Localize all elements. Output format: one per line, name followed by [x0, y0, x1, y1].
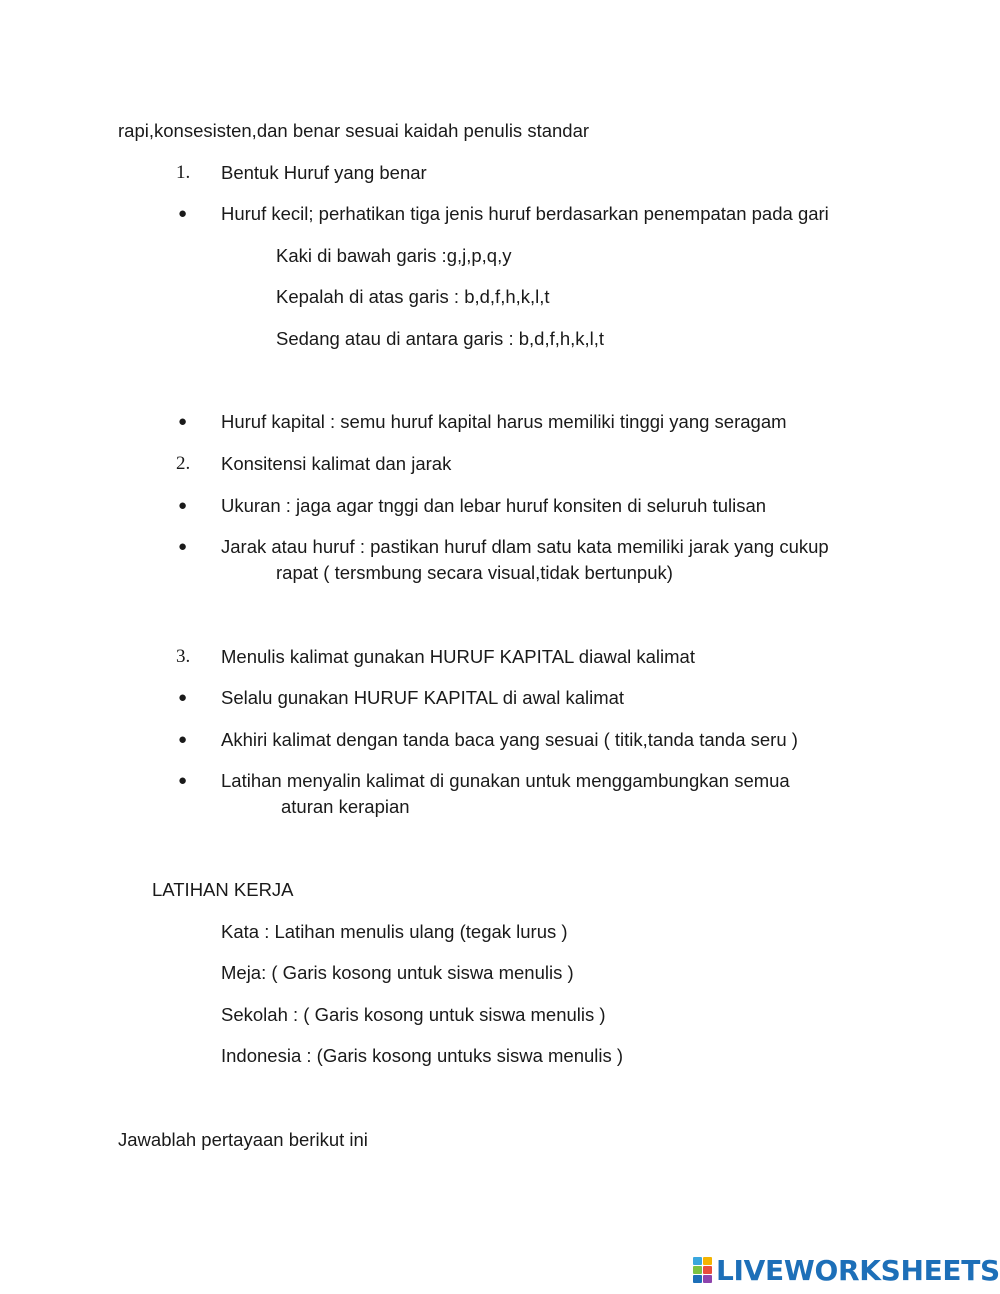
bullet-icon: ●: [178, 205, 188, 222]
section-3-bullet-practice-cont: aturan kerapian: [281, 796, 410, 817]
section-2-bullet-size: Ukuran : jaga agar tnggi dan lebar huruf konsiten di seluruh tulisan: [221, 495, 767, 516]
practice-item-sekolah: Sekolah : ( Garis kosong untuk siswa menulis ): [221, 1004, 606, 1025]
section-3-title: Menulis kalimat gunakan HURUF KAPITAL diawal kalimat: [221, 646, 695, 667]
practice-item-meja: Meja: ( Garis kosong untuk siswa menulis ): [221, 962, 574, 983]
section-1-title: Bentuk Huruf yang benar: [221, 162, 427, 183]
practice-heading: LATIHAN KERJA: [152, 879, 294, 900]
section-2-number: 2.: [176, 453, 191, 474]
section-2-bullet-spacing: Jarak atau huruf : pastikan huruf dlam satu kata memiliki jarak yang cukup: [221, 536, 829, 557]
section-2-bullet-spacing-cont: rapat ( tersmbung secara visual,tidak bertunpuk): [276, 562, 673, 583]
section-3-bullet-practice: Latihan menyalin kalimat di gunakan untuk menggambungkan semua: [221, 770, 790, 791]
section-1-bullet-lowercase: Huruf kecil; perhatikan tiga jenis huruf berdasarkan penempatan pada gari: [221, 203, 829, 224]
practice-item-indonesia: Indonesia : (Garis kosong untuks siswa menulis ): [221, 1045, 624, 1066]
practice-item-kata: Kata : Latihan menulis ulang (tegak lurus ): [221, 921, 568, 942]
section-2-title: Konsitensi kalimat dan jarak: [221, 453, 452, 474]
bullet-icon: ●: [178, 538, 188, 555]
intro-text: rapi,konsesisten,dan benar sesuai kaidah penulis standar: [118, 120, 590, 141]
section-3-bullet-capital: Selalu gunakan HURUF KAPITAL di awal kalimat: [221, 687, 625, 708]
bullet-icon: ●: [178, 689, 188, 706]
logo-icon: [693, 1257, 713, 1283]
bullet-icon: ●: [178, 413, 188, 430]
logo-text: LIVEWORKSHEETS: [716, 1253, 1000, 1287]
section-3-bullet-punctuation: Akhiri kalimat dengan tanda baca yang sesuai ( titik,tanda tanda seru ): [221, 729, 798, 750]
bullet-icon: ●: [178, 731, 188, 748]
liveworksheets-logo: [693, 1253, 1000, 1287]
sub-item-ascender: Kepalah di atas garis : b,d,f,h,k,l,t: [276, 286, 550, 307]
section-1-number: 1.: [176, 162, 191, 183]
sub-item-middle: Sedang atau di antara garis : b,d,f,h,k,l,t: [276, 328, 605, 349]
section-1-bullet-capital: Huruf kapital : semu huruf kapital harus memiliki tinggi yang seragam: [221, 411, 787, 432]
bullet-icon: ●: [178, 497, 188, 514]
bullet-icon: ●: [178, 772, 188, 789]
closing-text: Jawablah pertayaan berikut ini: [118, 1129, 368, 1150]
section-3-number: 3.: [176, 646, 191, 667]
sub-item-descender: Kaki di bawah garis :g,j,p,q,y: [276, 245, 512, 266]
